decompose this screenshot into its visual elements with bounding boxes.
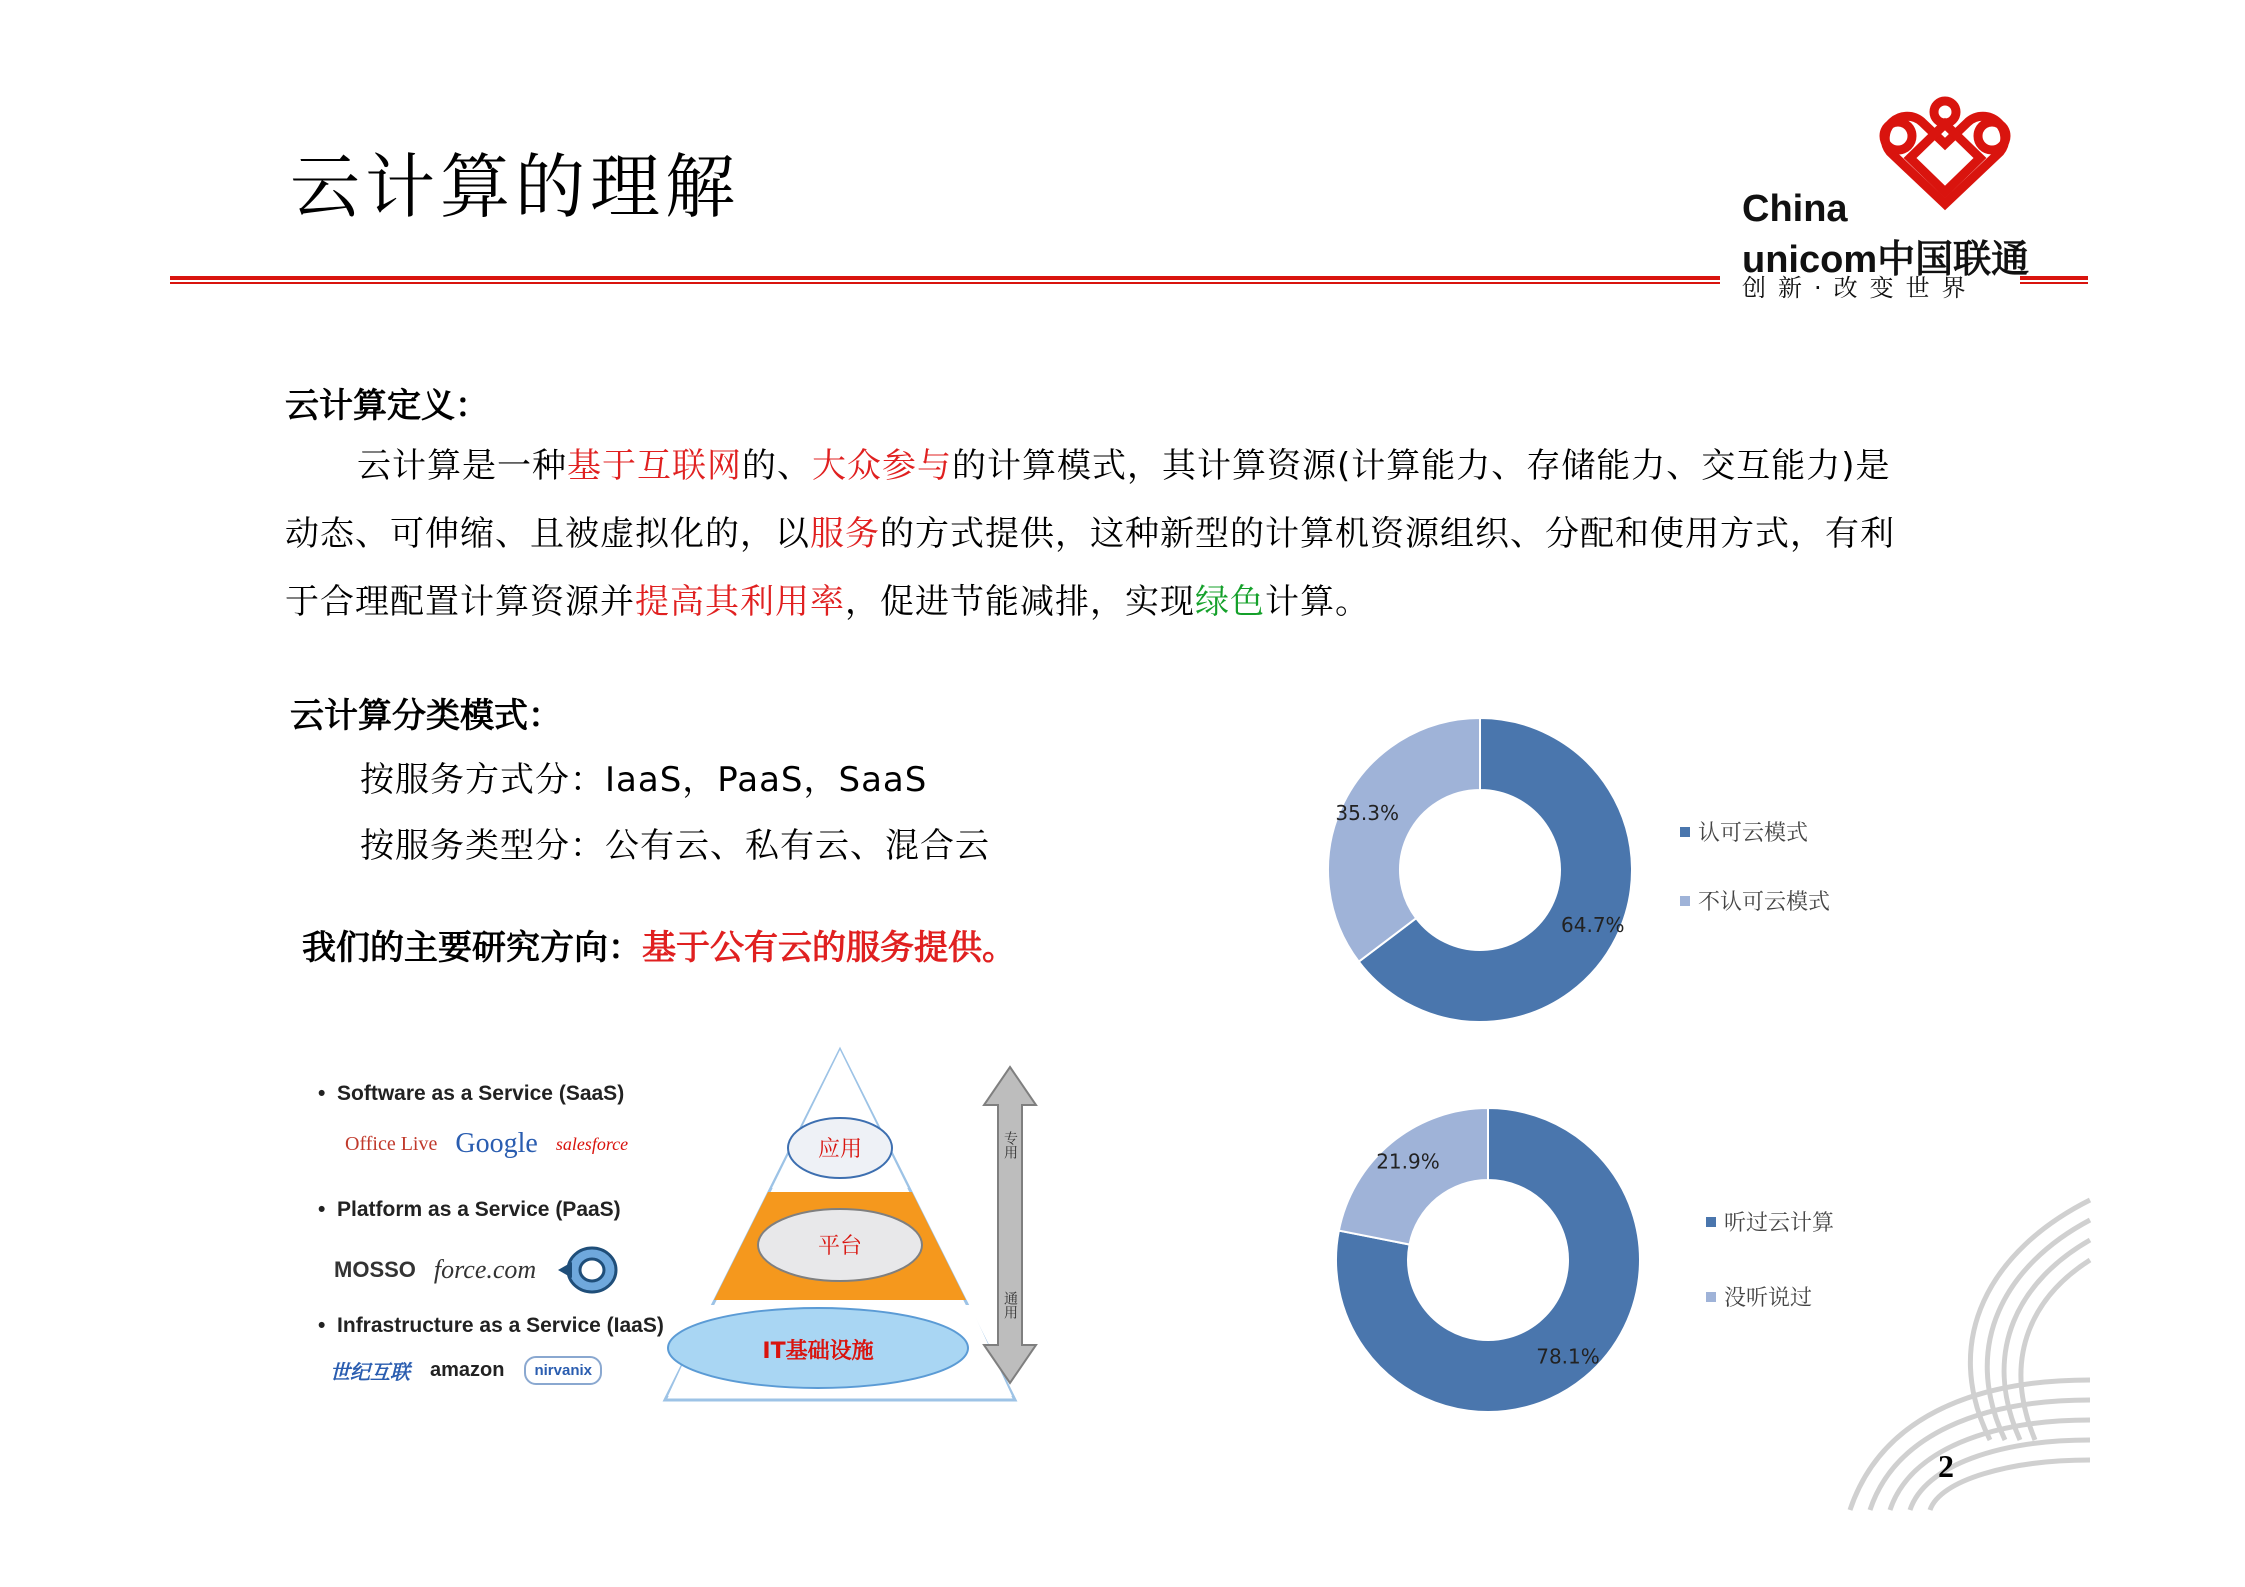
logo-slogan: 创新·改变世界 <box>1742 274 1978 302</box>
iaas-vendor-logos <box>330 1356 602 1385</box>
donut-chart-cloud-acceptance <box>1310 705 1650 1035</box>
amazon-logo: amazon <box>430 1359 505 1381</box>
office-live-logo: Office Live <box>345 1132 438 1155</box>
definition-line-1 <box>285 432 2045 500</box>
saas-vendor-logos <box>345 1128 628 1160</box>
legend-swatch-light <box>1706 1292 1716 1302</box>
unicom-knot-logo <box>1860 96 2030 216</box>
bullet-saas-label: Software as a Service (SaaS) <box>337 1082 625 1105</box>
highlight-green: 绿色 <box>1195 582 1265 622</box>
legend-swatch-dark <box>1680 827 1690 837</box>
legend-label: 听过云计算 <box>1724 1211 1835 1236</box>
bullet-iaas-label: Infrastructure as a Service (IaaS) <box>337 1314 664 1337</box>
salesforce-logo: salesforce <box>555 1133 629 1154</box>
definition-line-2 <box>285 500 2045 568</box>
definition-paragraph <box>285 432 2045 636</box>
google-logo: Google <box>455 1128 538 1159</box>
force-com-logo: force.com <box>433 1255 537 1284</box>
decorative-knot-pattern <box>1840 1190 2095 1520</box>
donut-label-1: 21.9% <box>1376 1149 1440 1174</box>
text-run: 计算。 <box>1265 582 1370 622</box>
donut-label-0: 78.1% <box>1536 1344 1600 1369</box>
legend-item-not-heard <box>1706 1281 1834 1312</box>
legend-item-not-accept <box>1680 885 1830 916</box>
highlight-participation: 大众参与 <box>812 446 952 486</box>
text-run: 于合理配置计算资源并 <box>285 582 635 622</box>
text-run: 动态、可伸缩、且被虚拟化的，以 <box>285 514 810 554</box>
page-number: 2 <box>1938 1448 1954 1484</box>
research-prefix: 我们的主要研究方向： <box>302 928 642 968</box>
text-run: 的计算模式，其计算资源(计算能力、存储能力、交互能力)是 <box>952 446 1891 486</box>
nirvanix-logo: nirvanix <box>524 1356 602 1385</box>
arrow-top-label: 专用 <box>1002 1131 1018 1159</box>
text-run: 云计算是一种 <box>357 446 567 486</box>
legend-item-accept <box>1680 816 1830 847</box>
legend-swatch-dark <box>1706 1217 1716 1227</box>
bullet-saas: • Software as a Service (SaaS) <box>318 1082 625 1105</box>
donut-label-1: 35.3% <box>1335 800 1399 825</box>
legend-label: 认可云模式 <box>1698 821 1809 846</box>
21vianet-logo: 世纪互联 <box>330 1360 410 1384</box>
classification-by-service: 按服务方式分：IaaS，PaaS，SaaS <box>360 760 928 800</box>
logo-china-text: China <box>1742 188 1848 230</box>
text-run: 的、 <box>742 446 812 486</box>
definition-line-3 <box>285 568 2045 636</box>
research-direction <box>302 920 1016 969</box>
highlight-service: 服务 <box>810 514 880 554</box>
legend-chart-1 <box>1680 816 1830 916</box>
paas-vendor-logos <box>334 1242 624 1298</box>
logo-unicom-text: unicom中国联通 <box>1742 239 2030 281</box>
donut-label-0: 64.7% <box>1561 913 1625 938</box>
text-run: ，促进节能减排，实现 <box>845 582 1195 622</box>
classification-by-type: 按服务类型分：公有云、私有云、混合云 <box>360 826 990 866</box>
bullet-paas: • Platform as a Service (PaaS) <box>318 1198 621 1221</box>
legend-swatch-light <box>1680 896 1690 906</box>
highlight-internet: 基于互联网 <box>567 446 742 486</box>
definition-heading: 云计算定义： <box>285 386 489 426</box>
arrow-bottom-label: 通用 <box>1002 1291 1018 1319</box>
bullet-paas-label: Platform as a Service (PaaS) <box>337 1198 621 1221</box>
pyramid-middle-label: 平台 <box>817 1234 863 1259</box>
legend-chart-2 <box>1706 1206 1834 1312</box>
bullet-iaas: • Infrastructure as a Service (IaaS) <box>318 1314 664 1337</box>
legend-item-heard <box>1706 1206 1834 1237</box>
research-highlight: 基于公有云的服务提供。 <box>642 928 1016 968</box>
donut-chart-cloud-awareness <box>1318 1095 1658 1425</box>
mosso-logo: MOSSO <box>334 1257 416 1282</box>
page-title: 云计算的理解 <box>290 146 740 228</box>
donut-slice-1 <box>1328 718 1480 962</box>
legend-label: 不认可云模式 <box>1698 890 1831 915</box>
classification-heading: 云计算分类模式： <box>290 696 562 736</box>
google-app-engine-icon <box>554 1242 624 1298</box>
specialized-general-arrow <box>980 1065 1040 1385</box>
pyramid-top-label: 应用 <box>817 1137 863 1162</box>
donut-slice-1 <box>1339 1108 1488 1245</box>
text-run: 的方式提供，这种新型的计算机资源组织、分配和使用方式，有利 <box>880 514 1895 554</box>
highlight-utilization: 提高其利用率 <box>635 582 845 622</box>
pyramid-bottom-label: IT基础设施 <box>762 1339 874 1364</box>
legend-label: 没听说过 <box>1724 1286 1813 1311</box>
